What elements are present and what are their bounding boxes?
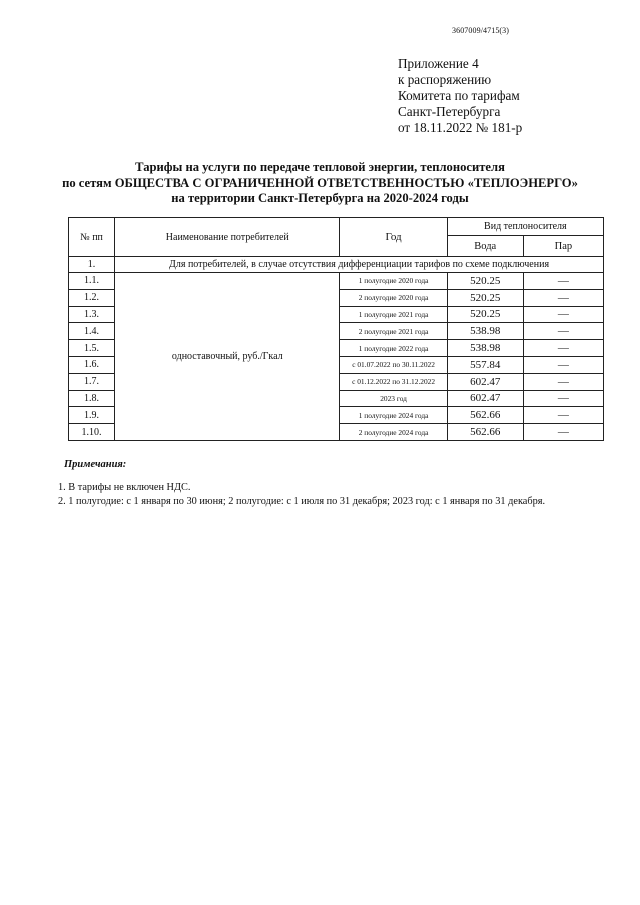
row-water-value: 602.47 [447,390,523,407]
consumer-name: одноставочный, руб./Гкал [115,273,340,441]
row-steam-value: — [523,289,603,306]
notes-title: Примечания: [64,459,127,470]
appendix-block [398,56,522,136]
row-water-value: 562.66 [447,407,523,424]
row-water-value: 602.47 [447,373,523,390]
row-period: с 01.07.2022 по 30.11.2022 [340,356,447,373]
row-number: 1.7. [69,373,115,390]
note-item: 2. 1 полугодие: с 1 января по 30 июня; 2 полугодие: с 1 июля по 31 декабря; 2023 год: с 1 января по 31 декабря. [58,496,546,507]
table-row [69,273,604,290]
row-period: с 01.12.2022 по 31.12.2022 [340,373,447,390]
row-water-value: 538.98 [447,323,523,340]
header-steam: Пар [523,236,603,257]
row-steam-value: — [523,373,603,390]
appendix-line: Комитета по тарифам [398,88,520,103]
header-carrier-type: Вид теплоносителя [447,218,603,236]
header-row [69,218,604,236]
row-steam-value: — [523,424,603,441]
row-period: 2 полугодие 2021 года [340,323,447,340]
appendix-line: к распоряжению [398,72,492,87]
row-water-value: 520.25 [447,289,523,306]
row-number: 1.5. [69,340,115,357]
row-number: 1.10. [69,424,115,441]
row-number: 1.2. [69,289,115,306]
title-line: на территории Санкт-Петербурга на 2020-2024 годы [171,191,469,205]
row-steam-value: — [523,356,603,373]
header-number: № пп [69,218,115,257]
row-water-value: 538.98 [447,340,523,357]
row-number: 1.4. [69,323,115,340]
row-steam-value: — [523,407,603,424]
row-steam-value: — [523,390,603,407]
row-water-value: 520.25 [447,273,523,290]
row-number: 1.8. [69,390,115,407]
tariff-table [68,217,604,441]
title-line: по сетям ОБЩЕСТВА С ОГРАНИЧЕННОЙ ОТВЕТСТВЕННОСТЬЮ «ТЕПЛОЭНЕРГО» [62,175,578,190]
row-period: 1 полугодие 2020 года [340,273,447,290]
header-year: Год [340,218,447,257]
appendix-line: Приложение 4 [398,56,479,71]
row-steam-value: — [523,340,603,357]
header-water: Вода [447,236,523,257]
row-water-value: 520.25 [447,306,523,323]
row-period: 2 полугодие 2024 года [340,424,447,441]
row-steam-value: — [523,273,603,290]
title-line: Тарифы на услуги по передаче тепловой энергии, теплоносителя [135,160,505,174]
row-water-value: 562.66 [447,424,523,441]
appendix-line: от 18.11.2022 № 181-р [398,120,523,135]
document-number: 3607009/4715(3) [452,26,510,35]
row-steam-value: — [523,323,603,340]
row-steam-value: — [523,306,603,323]
row-number: 1.6. [69,356,115,373]
row-period: 1 полугодие 2021 года [340,306,447,323]
appendix-line: Санкт-Петербурга [398,104,501,119]
header-consumer: Наименование потребителей [115,218,340,257]
row-number: 1.1. [69,273,115,290]
notes-list [58,481,545,509]
row-water-value: 557.84 [447,356,523,373]
document-title [40,160,600,207]
row-period: 2 полугодие 2020 года [340,289,447,306]
row-period: 1 полугодие 2022 года [340,340,447,357]
note-item: 1. В тарифы не включен НДС. [58,482,191,493]
row-number: 1.3. [69,306,115,323]
row-number: 1.9. [69,407,115,424]
row-period: 2023 год [340,390,447,407]
section-number: 1. [69,257,115,273]
section-row [69,257,604,273]
section-text: Для потребителей, в случае отсутствия дифференциации тарифов по схеме подключения [115,257,604,273]
row-period: 1 полугодие 2024 года [340,407,447,424]
